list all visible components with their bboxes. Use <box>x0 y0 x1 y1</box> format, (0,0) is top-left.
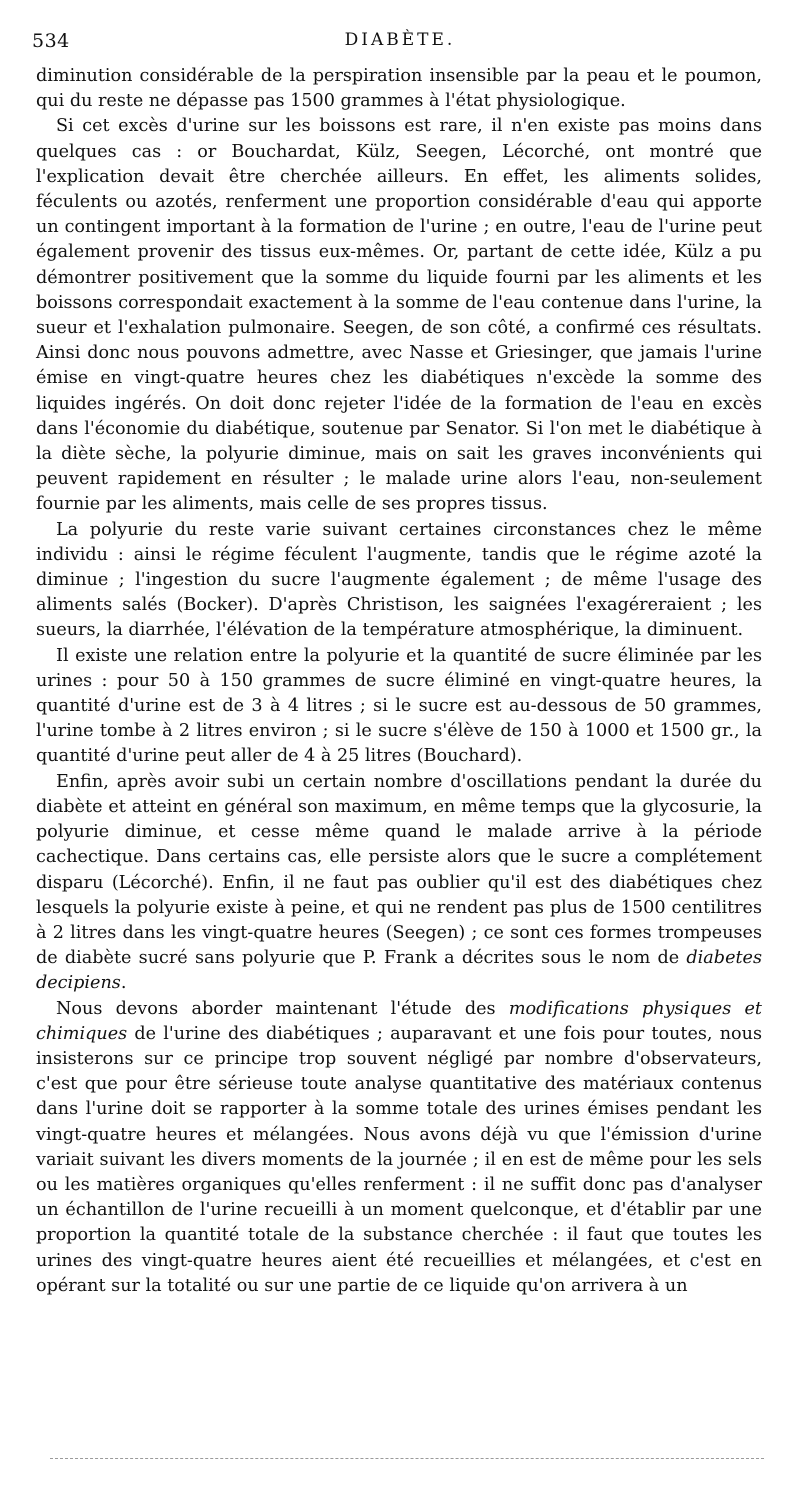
paragraph-text: de l'urine des diabétiques ; auparavant et une fois pour toutes, nous insisterons sur ce principe trop souvent négligé par nombre d'observateurs, c'est que pour être sérieuse toute analyse quantitative des matériaux contenus dans l'urine doit se rapporter à la somme totale des urines émises pendant les vingt-quatre heures et mélangées. Nous avons déjà vu que l'émission d'urine variait suivant les divers moments de la journée ; il en est de même pour les sels ou les matières organiques qu'elles renferment : il ne suffit donc pas d'analyser un échantillon de l'urine recueilli à un moment quelconque, et d'établir par une proportion la quantité totale de la substance cherchée : il faut que toutes les urines des vingt-quatre heures aient été recueillies et mélangées, et c'est en opérant sur la totalité ou sur une partie de ce liquide qu'on arrivera à un <box>36 1023 762 1296</box>
paragraph-sugar-relation: Il existe une relation entre la polyurie et la quantité de sucre éliminée par les urines : pour 50 à 150 grammes de sucre éliminé en vingt-quatre heures, la quantité d'urine est de 3 à 4 litres ; si le sucre est au-dessous de 50 grammes, l'urine tombe à 2 litres environ ; si le sucre s'élève de 150 à 1000 et 1500 gr., la quantité d'urine peut aller de 4 à 25 litres (Bouchard). <box>36 645 762 767</box>
paragraph-diabetes-decipiens <box>36 770 762 997</box>
paragraph-continued: diminution considérable de la perspiration insensible par la peau et le poumon, qui du reste ne dépasse pas 1500 grammes à l'état physiologique. <box>36 66 762 112</box>
running-title: DIABÈTE. <box>344 30 456 50</box>
page-header <box>32 30 768 56</box>
paragraph-text: Nous devons aborder maintenant l'étude des <box>56 998 509 1019</box>
paragraph-text: . <box>120 973 127 994</box>
italic-term: diabetes decipiens <box>36 948 762 994</box>
body-text <box>36 64 762 1299</box>
italic-term: modifications physiques et chimiques <box>36 998 762 1044</box>
paragraph-urine-modifications <box>36 997 762 1299</box>
paragraph-excess-urine: Si cet excès d'urine sur les boissons est rare, il n'en existe pas moins dans quelques cas : or Bouchardat, Külz, Seegen, Lécorché, ont montré que l'explication devait être cherchée ailleurs. En effet, les aliments solides, féculents ou azotés, renferment une proportion considérable d'eau qui apporte un contingent important à la formation de l'urine ; en outre, l'eau de l'urine peut également provenir des tissus eux-mêmes. Or, partant de cette idée, Külz a pu démontrer positivement que la somme du liquide fourni par les aliments et les boissons correspondait exactement à la somme de l'eau contenue dans l'urine, la sueur et l'exhalation pulmonaire. Seegen, de son côté, a confirmé ces résultats. Ainsi donc nous pouvons admettre, avec Nasse et Griesinger, que jamais l'urine émise en vingt-quatre heures chez les diabétiques n'excède la somme des liquides ingérés. On doit donc rejeter l'idée de la formation de l'eau en excès dans l'économie du diabétique, soutenue par Senator. Si l'on met le diabétique à la diète sèche, la polyurie diminue, mais on sait les graves inconvénients qui peuvent rapidement en résulter ; le malade urine alors l'eau, non-seulement fournie par les aliments, mais celle de ses propres tissus. <box>36 116 762 515</box>
page-number: 534 <box>32 30 70 52</box>
footer-dashed-rule <box>50 1458 764 1459</box>
paragraph-text: Enfin, après avoir subi un certain nombre d'oscillations pendant la durée du diabète et atteint en général son maximum, en même temps que la glycosurie, la polyurie diminue, et cesse même quand le malade arrive à la période cachectique. Dans certains cas, elle persiste alors que le sucre a complétement disparu (Lécorché). Enfin, il ne faut pas oublier qu'il est des diabétiques chez lesquels la polyurie existe à peine, et qui ne rendent pas plus de 1500 centilitres à 2 litres dans les vingt-quatre heures (Seegen) ; ce sont ces formes trompeuses de diabète sucré sans polyurie que P. Frank a décrites sous le nom de <box>36 771 762 969</box>
paragraph-polyuria-variation: La polyurie du reste varie suivant certaines circonstances chez le même individu : ainsi le régime féculent l'augmente, tandis que le régime azoté la diminue ; l'ingestion du sucre l'augmente également ; de même l'usage des aliments salés (Bocker). D'après Christison, les saignées l'exagéreraient ; les sueurs, la diarrhée, l'élévation de la température atmosphérique, la diminuent. <box>36 519 762 641</box>
